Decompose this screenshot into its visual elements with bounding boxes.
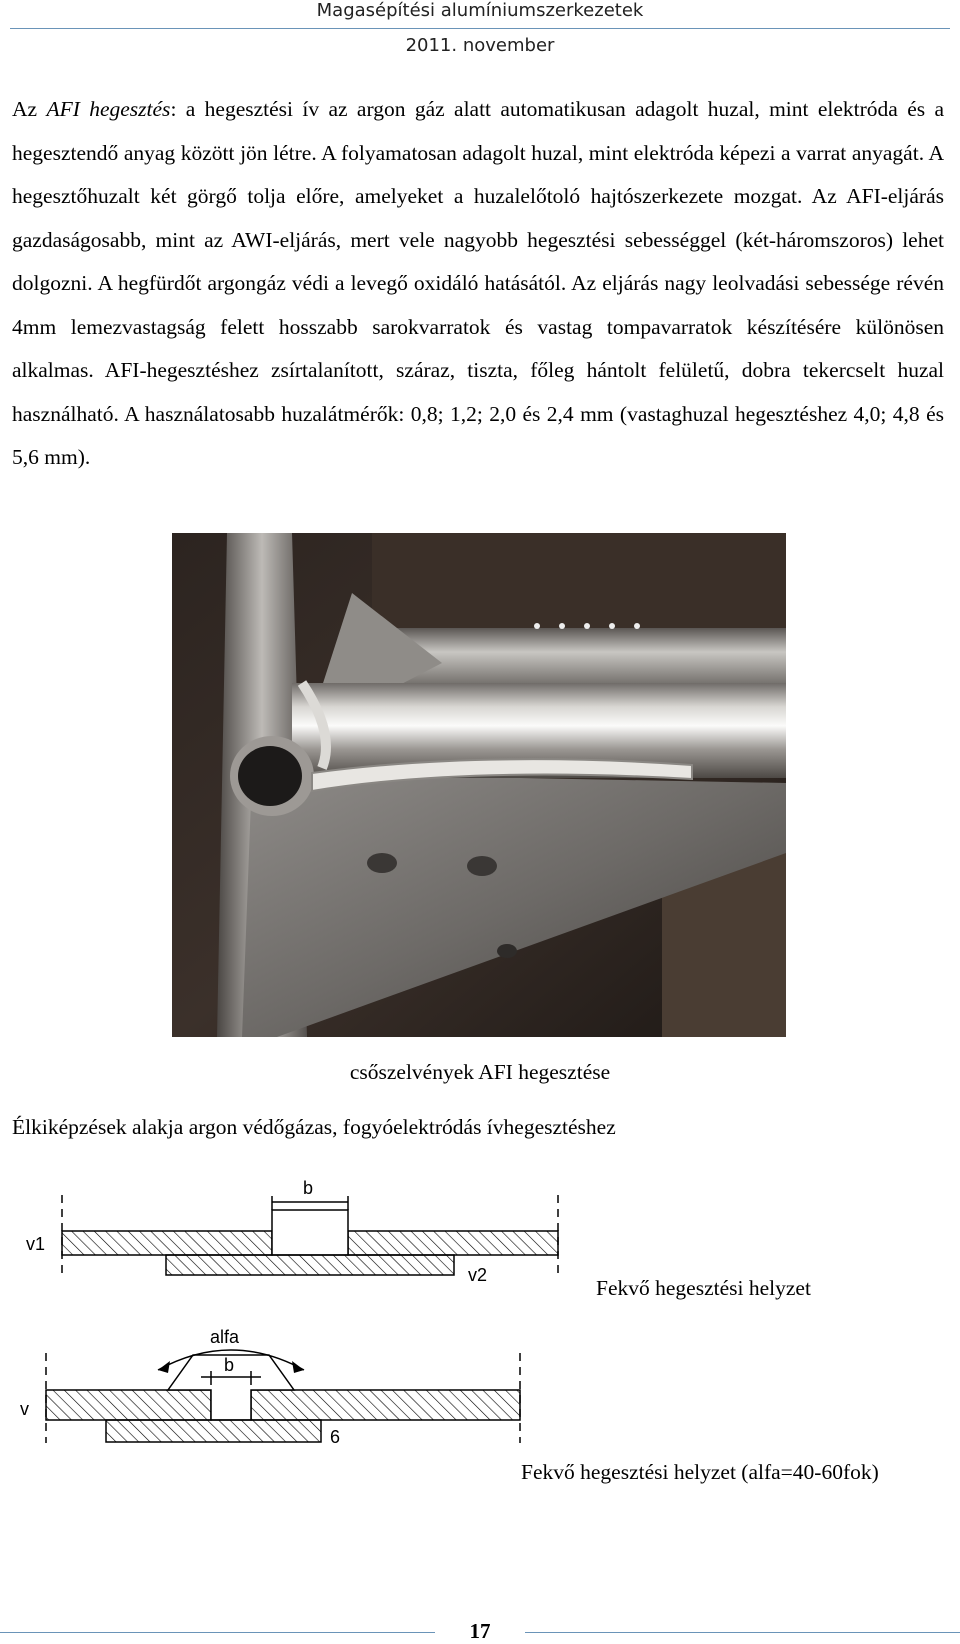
body-paragraph	[12, 88, 944, 480]
label-v1: v1	[26, 1234, 46, 1254]
label-b: b	[303, 1180, 314, 1198]
label-v: v	[20, 1399, 29, 1419]
label-6: 6	[330, 1427, 341, 1447]
section-heading: Élkiképzések alakja argon védőgázas, fogyóelektródás ívhegesztéshez	[12, 1115, 616, 1139]
running-header-date: 2011. november	[405, 35, 555, 56]
backing-plate	[166, 1255, 454, 1275]
upper-plate-right	[348, 1231, 558, 1255]
upper-plate-left	[62, 1231, 272, 1255]
body-text: : a hegesztési ív az argon gáz alatt automatikusan adagolt huzal, mint elektróda és a hegesztendő anyag között jön létre. A folyamatosan adagolt huzal, mint elektróda képezi a varrat anyagát. A hegesztőhuzalt két görgő tolja előre, amelyeket a huzalelőtoló hajtószerkezete mozgat. Az AFI-eljárás gazdaságosabb, mint az AWI-eljárás, mert vele nagyobb hegesztési sebességgel (két-háromszoros) lehet dolgozni. A hegfürdőt argongáz védi a levegő oxidáló hatásától. Az eljárás nagy leolvadási sebessége révén 4mm lemezvastagság felett hosszabb sarokvarratok és vastag tompavarratok készítésére különösen alkalmas. AFI-hegesztéshez zsírtalanított, száraz, tiszta, főleg hántolt felületű, dobra tekercselt huzal használható. A használatosabb huzalátmérők: 0,8; 1,2; 2,0 és 2,4 mm (vastaghuzal hegesztéshez 4,0; 4,8 és 5,6 mm).	[12, 97, 944, 469]
upper-plate-right	[251, 1390, 520, 1420]
diagram1-caption: Fekvő hegesztési helyzet	[596, 1276, 811, 1300]
label-v2: v2	[468, 1265, 488, 1285]
groove-gap	[272, 1210, 348, 1255]
body-lead-term: AFI hegesztés	[46, 97, 171, 121]
label-alfa: alfa	[210, 1327, 240, 1347]
running-header-title: Magasépítési alumíniumszerkezetek	[316, 0, 644, 21]
header-divider	[10, 28, 950, 29]
joint-diagram-v-groove	[10, 1325, 530, 1455]
label-b: b	[224, 1355, 235, 1375]
backing-plate	[106, 1420, 321, 1442]
upper-plate-left	[46, 1390, 211, 1420]
page-number: 17	[469, 1619, 491, 1643]
diagram2-caption: Fekvő hegesztési helyzet (alfa=40-60fok)	[521, 1460, 879, 1484]
joint-diagram-flat	[20, 1180, 580, 1290]
welded-tube-photo	[172, 533, 786, 1037]
body-lead: Az	[12, 97, 47, 121]
figure-caption: csőszelvények AFI hegesztése	[349, 1060, 611, 1084]
